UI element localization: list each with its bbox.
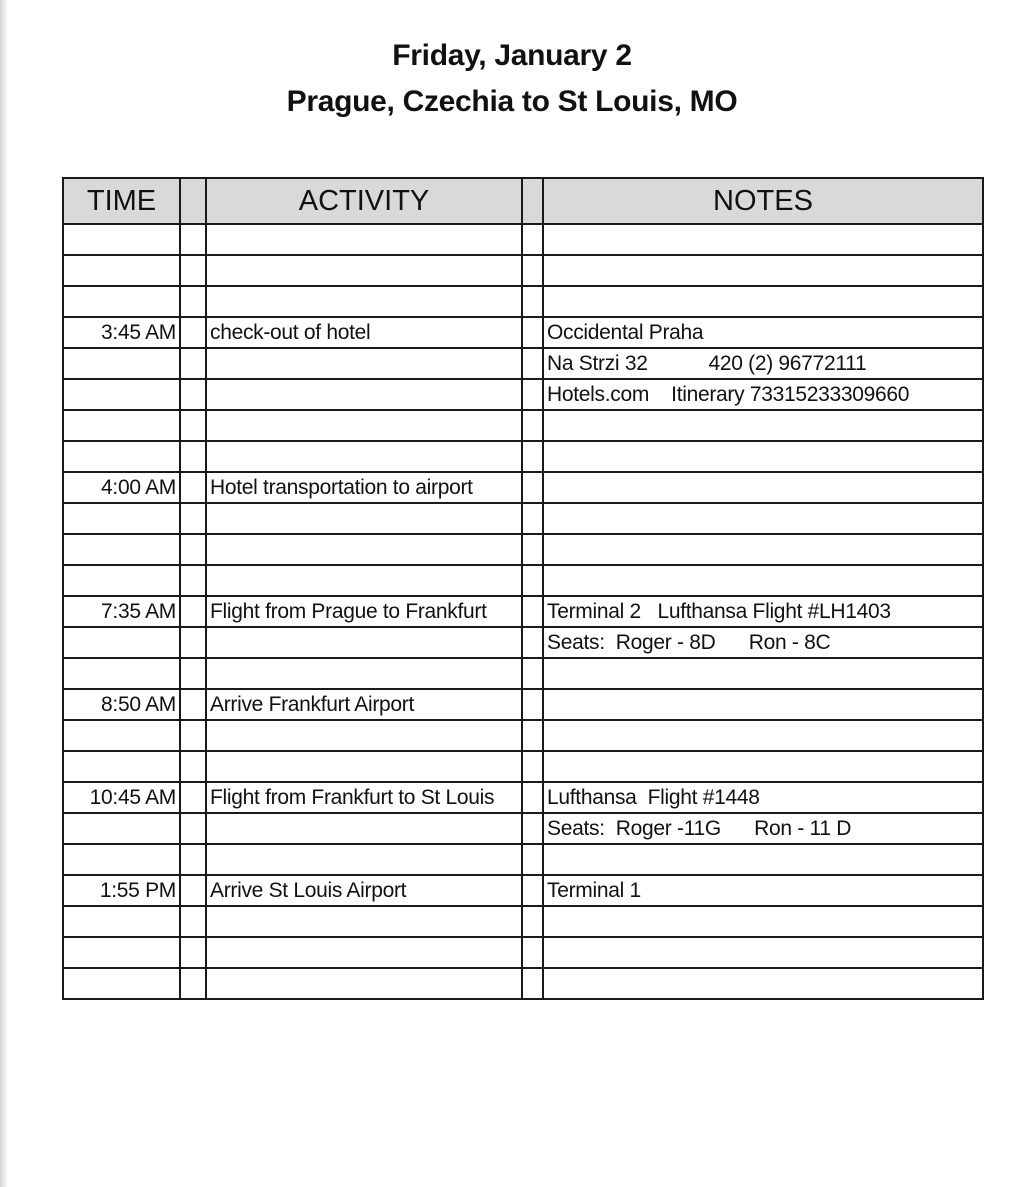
notes-cell (543, 472, 983, 503)
notes-cell (543, 534, 983, 565)
time-cell (63, 813, 180, 844)
activity-cell: Flight from Frankfurt to St Louis (206, 782, 522, 813)
time-cell (63, 751, 180, 782)
table-row (63, 472, 983, 503)
notes-cell (543, 255, 983, 286)
activity-cell: Flight from Prague to Frankfurt (206, 596, 522, 627)
spacer-cell (522, 348, 543, 379)
activity-cell (206, 906, 522, 937)
time-cell: 3:45 AM (63, 317, 180, 348)
time-cell (63, 906, 180, 937)
spacer-cell (522, 875, 543, 906)
spacer-cell (522, 379, 543, 410)
table-row (63, 627, 983, 658)
time-cell (63, 410, 180, 441)
notes-cell (543, 286, 983, 317)
spacer-cell (522, 968, 543, 999)
activity-cell (206, 441, 522, 472)
spacer-cell (180, 937, 206, 968)
spacer-cell (522, 472, 543, 503)
table-row (63, 751, 983, 782)
time-cell (63, 255, 180, 286)
spacer-cell (522, 720, 543, 751)
time-cell: 7:35 AM (63, 596, 180, 627)
time-cell (63, 503, 180, 534)
activity-cell: Arrive Frankfurt Airport (206, 689, 522, 720)
time-cell (63, 379, 180, 410)
spacer-cell (180, 565, 206, 596)
column-spacer (522, 178, 543, 224)
activity-cell (206, 348, 522, 379)
spacer-cell (522, 317, 543, 348)
activity-cell (206, 410, 522, 441)
table-header-row (63, 178, 983, 224)
spacer-cell (522, 751, 543, 782)
notes-cell: Na Strzi 32 420 (2) 96772111 (543, 348, 983, 379)
table-row (63, 968, 983, 999)
table-row (63, 844, 983, 875)
table-row (63, 255, 983, 286)
spacer-cell (180, 255, 206, 286)
notes-cell: Seats: Roger - 8D Ron - 8C (543, 627, 983, 658)
notes-cell: Terminal 1 (543, 875, 983, 906)
table-row (63, 782, 983, 813)
spacer-cell (522, 503, 543, 534)
table-row (63, 937, 983, 968)
table-row (63, 534, 983, 565)
notes-cell: Seats: Roger -11G Ron - 11 D (543, 813, 983, 844)
spacer-cell (180, 844, 206, 875)
table-row (63, 410, 983, 441)
spacer-cell (180, 534, 206, 565)
activity-cell (206, 720, 522, 751)
table-row (63, 317, 983, 348)
column-spacer (180, 178, 206, 224)
table-row (63, 658, 983, 689)
activity-cell (206, 844, 522, 875)
spacer-cell (180, 286, 206, 317)
activity-cell (206, 503, 522, 534)
spacer-cell (522, 782, 543, 813)
table-row (63, 720, 983, 751)
notes-cell (543, 968, 983, 999)
activity-cell (206, 224, 522, 255)
column-header-time: TIME (63, 178, 180, 224)
time-cell (63, 534, 180, 565)
time-cell: 8:50 AM (63, 689, 180, 720)
table-row (63, 813, 983, 844)
activity-cell (206, 286, 522, 317)
spacer-cell (180, 348, 206, 379)
spacer-cell (180, 782, 206, 813)
spacer-cell (180, 813, 206, 844)
time-cell (63, 286, 180, 317)
table-row (63, 689, 983, 720)
time-cell (63, 565, 180, 596)
table-row (63, 565, 983, 596)
spacer-cell (180, 751, 206, 782)
spacer-cell (522, 255, 543, 286)
spacer-cell (180, 596, 206, 627)
activity-cell (206, 813, 522, 844)
notes-cell: Terminal 2 Lufthansa Flight #LH1403 (543, 596, 983, 627)
activity-cell: Arrive St Louis Airport (206, 875, 522, 906)
time-cell (63, 937, 180, 968)
spacer-cell (522, 534, 543, 565)
activity-cell (206, 937, 522, 968)
notes-cell (543, 658, 983, 689)
spacer-cell (180, 720, 206, 751)
spacer-cell (180, 968, 206, 999)
spacer-cell (180, 410, 206, 441)
notes-cell (543, 720, 983, 751)
time-cell (63, 441, 180, 472)
spacer-cell (180, 472, 206, 503)
activity-cell (206, 627, 522, 658)
table-row (63, 441, 983, 472)
page-title-date: Friday, January 2 (392, 39, 632, 72)
activity-cell (206, 534, 522, 565)
spacer-cell (180, 906, 206, 937)
table-row (63, 224, 983, 255)
activity-cell (206, 379, 522, 410)
spacer-cell (180, 441, 206, 472)
time-cell: 1:55 PM (63, 875, 180, 906)
column-header-notes: NOTES (543, 178, 983, 224)
notes-cell (543, 844, 983, 875)
activity-cell (206, 751, 522, 782)
notes-cell: Lufthansa Flight #1448 (543, 782, 983, 813)
spacer-cell (522, 627, 543, 658)
spacer-cell (522, 844, 543, 875)
notes-cell (543, 224, 983, 255)
column-header-activity: ACTIVITY (206, 178, 522, 224)
spacer-cell (522, 937, 543, 968)
spacer-cell (180, 627, 206, 658)
notes-cell: Occidental Praha (543, 317, 983, 348)
activity-cell: check-out of hotel (206, 317, 522, 348)
spacer-cell (522, 658, 543, 689)
spacer-cell (180, 689, 206, 720)
table-row (63, 596, 983, 627)
time-cell (63, 720, 180, 751)
spacer-cell (522, 286, 543, 317)
spacer-cell (522, 224, 543, 255)
activity-cell (206, 565, 522, 596)
spacer-cell (522, 410, 543, 441)
spacer-cell (180, 379, 206, 410)
activity-cell (206, 255, 522, 286)
notes-cell (543, 937, 983, 968)
spacer-cell (522, 565, 543, 596)
notes-cell (543, 565, 983, 596)
time-cell (63, 627, 180, 658)
table-row (63, 906, 983, 937)
spacer-cell (180, 658, 206, 689)
spacer-cell (522, 441, 543, 472)
notes-cell (543, 906, 983, 937)
table-row (63, 348, 983, 379)
time-cell: 4:00 AM (63, 472, 180, 503)
spacer-cell (180, 875, 206, 906)
time-cell (63, 348, 180, 379)
time-cell: 10:45 AM (63, 782, 180, 813)
spacer-cell (522, 813, 543, 844)
notes-cell (543, 503, 983, 534)
table-row (63, 503, 983, 534)
time-cell (63, 658, 180, 689)
activity-cell (206, 968, 522, 999)
page-edge-shadow (0, 0, 8, 1187)
activity-cell (206, 658, 522, 689)
notes-cell: Hotels.com Itinerary 73315233309660 (543, 379, 983, 410)
notes-cell (543, 689, 983, 720)
table-row (63, 379, 983, 410)
notes-cell (543, 410, 983, 441)
notes-cell (543, 441, 983, 472)
page-title-route: Prague, Czechia to St Louis, MO (286, 85, 738, 118)
spacer-cell (522, 906, 543, 937)
table-row (63, 875, 983, 906)
notes-cell (543, 751, 983, 782)
spacer-cell (180, 224, 206, 255)
spacer-cell (180, 317, 206, 348)
itinerary-table (62, 177, 984, 1000)
activity-cell: Hotel transportation to airport (206, 472, 522, 503)
spacer-cell (522, 689, 543, 720)
spacer-cell (180, 503, 206, 534)
time-cell (63, 224, 180, 255)
time-cell (63, 968, 180, 999)
table-row (63, 286, 983, 317)
time-cell (63, 844, 180, 875)
spacer-cell (522, 596, 543, 627)
